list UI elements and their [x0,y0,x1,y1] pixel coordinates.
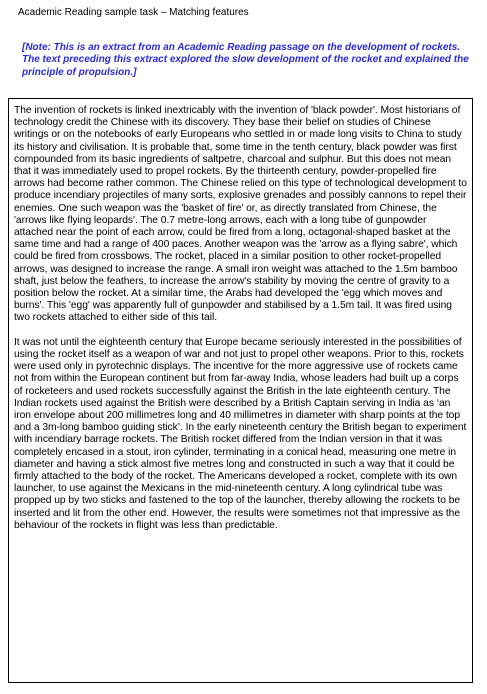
passage-paragraph-2: It was not until the eighteenth century that Europe became seriously interested in the possibilities of using the rocket itself as a weapon of war and not just to propel other weapons. Prior to this, rockets were used only in pyrotechnic displays. The incentive for the more aggressive use of rockets came not from within the European continent but from far-away India, whose leaders had built up a corps of rocketeers and used rockets successfully against the British in the late eighteenth century. The Indian rockets used against the British were described by a British Captain serving in India as ‘an iron envelope about 200 millimetres long and 40 millimetres in diameter with sharp points at the top and a 3m-long bamboo guiding stick’. In the early nineteenth century the British began to experiment with incendiary barrage rockets. The British rocket differed from the Indian version in that it was completely encased in a stout, iron cylinder, terminating in a conical head, measuring one metre in diameter and having a stick almost five metres long and constructed in such a way that it could be firmly attached to the body of the rocket. The Americans developed a rocket, complete with its own launcher, to use against the Mexicans in the mid-nineteenth century. A long cylindrical tube was propped up by two sticks and fastened to the top of the launcher, thereby allowing the rockets to be inserted and lit from the other end. However, the results were sometimes not that impressive as the behaviour of the rockets in flight was less than predictable. [14,336,467,531]
page-header-title: Academic Reading sample task – Matching features [18,7,249,18]
passage-paragraph-1: The invention of rockets is linked inextricably with the invention of 'black powder'. Most historians of technology credit the Chinese with its discovery. They base their belief on studies of Chinese writings or on the notebooks of early Europeans who settled in or made long visits to China to study its history and civilisation. It is probable that, some time in the tenth century, black powder was first compounded from its basic ingredients of saltpetre, charcoal and sulphur. But this does not mean that it was immediately used to propel rockets. By the thirteenth century, powder-propelled fire arrows had become rather common. The Chinese relied on this type of technological development to produce incendiary projectiles of many sorts, explosive grenades and possibly cannons to repel their enemies. One such weapon was the 'basket of fire' or, as directly translated from Chinese, the 'arrows like flying leopards'. The 0.7 metre-long arrows, each with a long tube of gunpowder attached near the point of each arrow, could be fired from a long, octagonal-shaped basket at the same time and had a range of 400 paces. Another weapon was the 'arrow as a flying sabre', which could be fired from crossbows. The rocket, placed in a similar position to other rocket-propelled arrows, was designed to increase the range. A small iron weight was attached to the 1.5m bamboo shaft, just below the feathers, to increase the arrow's stability by moving the centre of gravity to a position below the rocket. At a similar time, the Arabs had developed the 'egg which moves and burns'. This 'egg' was apparently full of gunpowder and stabilised by a 1.5m tail. It was fired using two rockets attached to either side of this tail. [14,105,467,324]
passage-note: [Note: This is an extract from an Academic Reading passage on the development of rockets. The text preceding this extract explored the slow development of the rocket and explained the principle of propulsion.] [22,42,469,78]
reading-passage-box [8,98,473,683]
